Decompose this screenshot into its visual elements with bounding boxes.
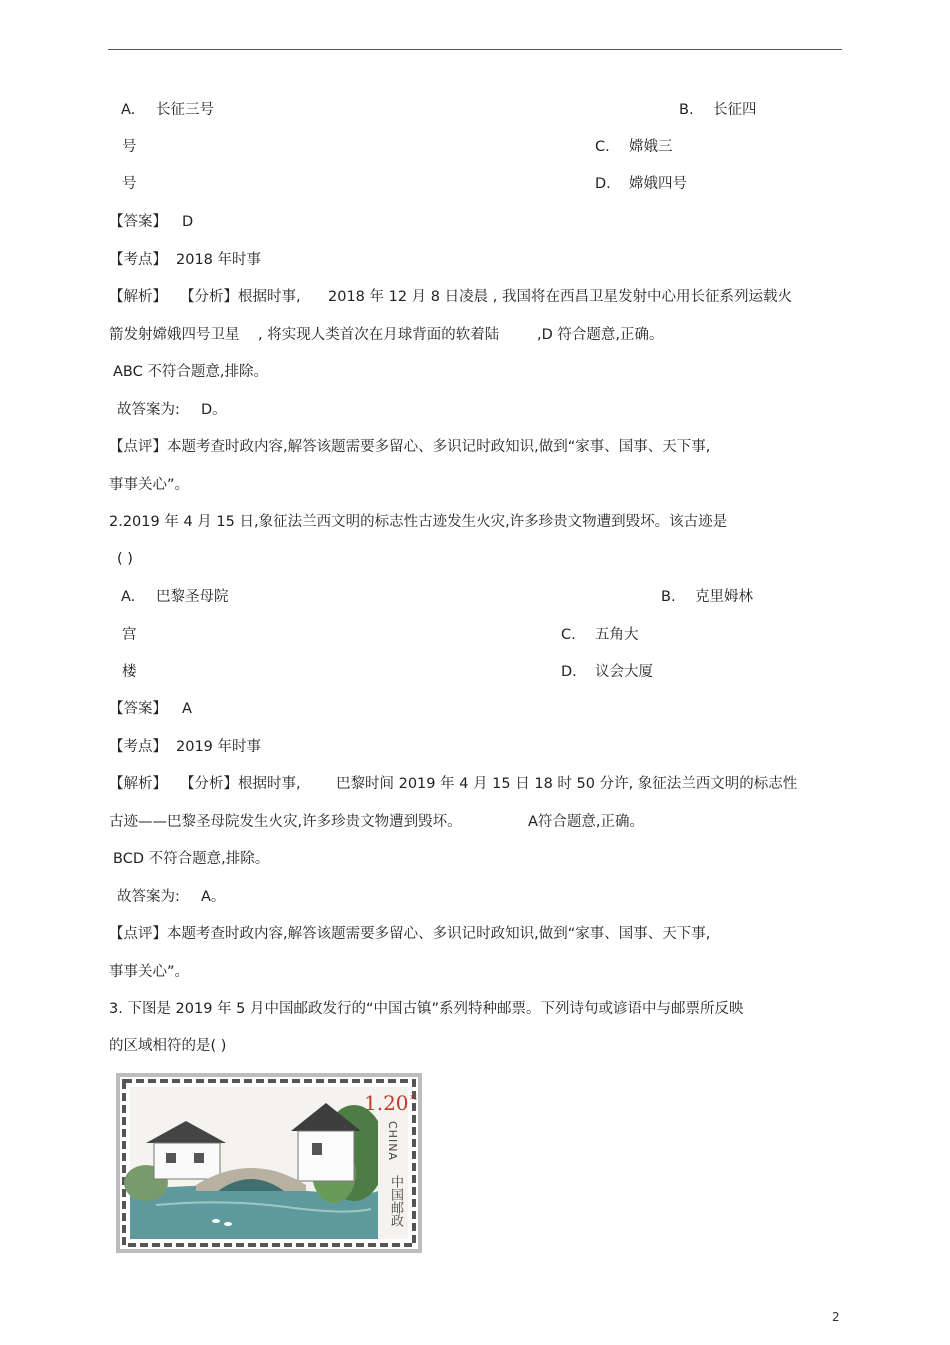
q2-option-d-text: 议会大厦 (595, 664, 653, 680)
q2-analysis-line2b: A符合题意,正确。 (528, 814, 645, 830)
q2-answer-label: 【答案】 (109, 701, 167, 717)
q2-analysis-line1: 巴黎时间 2019 年 4 月 15 日 18 时 50 分许, 象征法兰西文明的标志性 (336, 776, 798, 792)
q2-analysis-label: 【解析】 (109, 776, 167, 792)
q1-point-label: 【考点】 (109, 252, 167, 268)
q3-stem-line1: 3. 下图是 2019 年 5 月中国邮政发行的“中国古镇”系列特种邮票。下列诗句或谚语中与邮票所反映 (109, 1001, 744, 1017)
q1-option-c-letter: C. (595, 139, 610, 155)
q1-option-b-text: 长征四 (713, 102, 757, 118)
q2-option-a-text: 巴黎圣母院 (156, 589, 229, 605)
stamp-value: 1.20 (364, 1091, 409, 1115)
q1-analysis-tag: 【分析】根据时事, (180, 289, 301, 305)
q2-comment-line2: 事事关心”。 (109, 964, 190, 980)
q1-answer-value: D (182, 214, 194, 230)
q2-option-c-wrap: 楼 (122, 664, 137, 680)
q1-option-b-wrap: 号 (122, 139, 137, 155)
stamp-postal-name: 中国邮政 (388, 1175, 403, 1227)
q2-option-b-letter: B. (661, 589, 676, 605)
q1-analysis-line2c: ,D 符合题意,正确。 (537, 327, 664, 343)
q2-option-a-letter: A. (121, 589, 136, 605)
q1-point-value: 2018 年时事 (176, 252, 262, 268)
stamp-country: CHINA (386, 1121, 399, 1161)
q2-point-label: 【考点】 (109, 739, 167, 755)
q1-conclusion-value: D。 (201, 402, 227, 418)
q2-option-d-letter: D. (561, 664, 577, 680)
q2-conclusion-label: 故答案为: (117, 889, 180, 905)
q2-analysis-line2a: 古迹——巴黎圣母院发生火灾,许多珍贵文物遭到毁坏。 (109, 814, 462, 830)
q1-option-c-wrap: 号 (122, 176, 137, 192)
stamp-image (116, 1073, 422, 1253)
q1-option-a-letter: A. (121, 102, 136, 118)
q2-stem-line1: 2.2019 年 4 月 15 日,象征法兰西文明的标志性古迹发生火灾,许多珍贵文物遭到毁坏。该古迹是 (109, 514, 728, 530)
q1-answer-label: 【答案】 (109, 214, 167, 230)
q1-comment-line2: 事事关心”。 (109, 477, 190, 493)
q1-option-a-text: 长征三号 (156, 102, 214, 118)
q1-analysis-line2a: 箭发射嫦娥四号卫星 (109, 327, 240, 343)
q1-option-d-letter: D. (595, 176, 611, 192)
q2-comment-line1: 【点评】本题考查时政内容,解答该题需要多留心、多识记时政知识,做到“家事、国事、天下事, (109, 926, 711, 942)
q1-option-d-text: 嫦娥四号 (629, 176, 687, 192)
header-rule (108, 49, 842, 50)
q2-option-b-wrap: 宫 (122, 627, 137, 643)
q1-option-b-letter: B. (679, 102, 694, 118)
q1-analysis-line1: 2018 年 12 月 8 日凌晨 , 我国将在西昌卫星发射中心用长征系列运载火 (328, 289, 792, 305)
page-number: 2 (832, 1310, 840, 1324)
q1-analysis-line3: ABC 不符合题意,排除。 (113, 364, 268, 380)
stamp-unit: 元 (409, 1092, 417, 1101)
q1-conclusion-label: 故答案为: (117, 402, 180, 418)
q2-point-value: 2019 年时事 (176, 739, 262, 755)
q1-comment-line1: 【点评】本题考查时政内容,解答该题需要多留心、多识记时政知识,做到“家事、国事、天下事, (109, 439, 711, 455)
q2-option-b-text: 克里姆林 (695, 589, 753, 605)
q2-answer-value: A (182, 701, 192, 717)
q1-option-c-text: 嫦娥三 (629, 139, 673, 155)
q1-analysis-label: 【解析】 (109, 289, 167, 305)
q1-analysis-line2b: , 将实现人类首次在月球背面的软着陆 (258, 327, 500, 343)
q3-stem-line2: 的区域相符的是( ) (109, 1038, 227, 1054)
q2-stem-line2: ( ) (117, 551, 133, 567)
q2-option-c-letter: C. (561, 627, 576, 643)
q2-conclusion-value: A。 (201, 889, 226, 905)
q2-option-c-text: 五角大 (595, 627, 639, 643)
q2-analysis-tag: 【分析】根据时事, (180, 776, 301, 792)
q2-analysis-line3: BCD 不符合题意,排除。 (113, 851, 270, 867)
